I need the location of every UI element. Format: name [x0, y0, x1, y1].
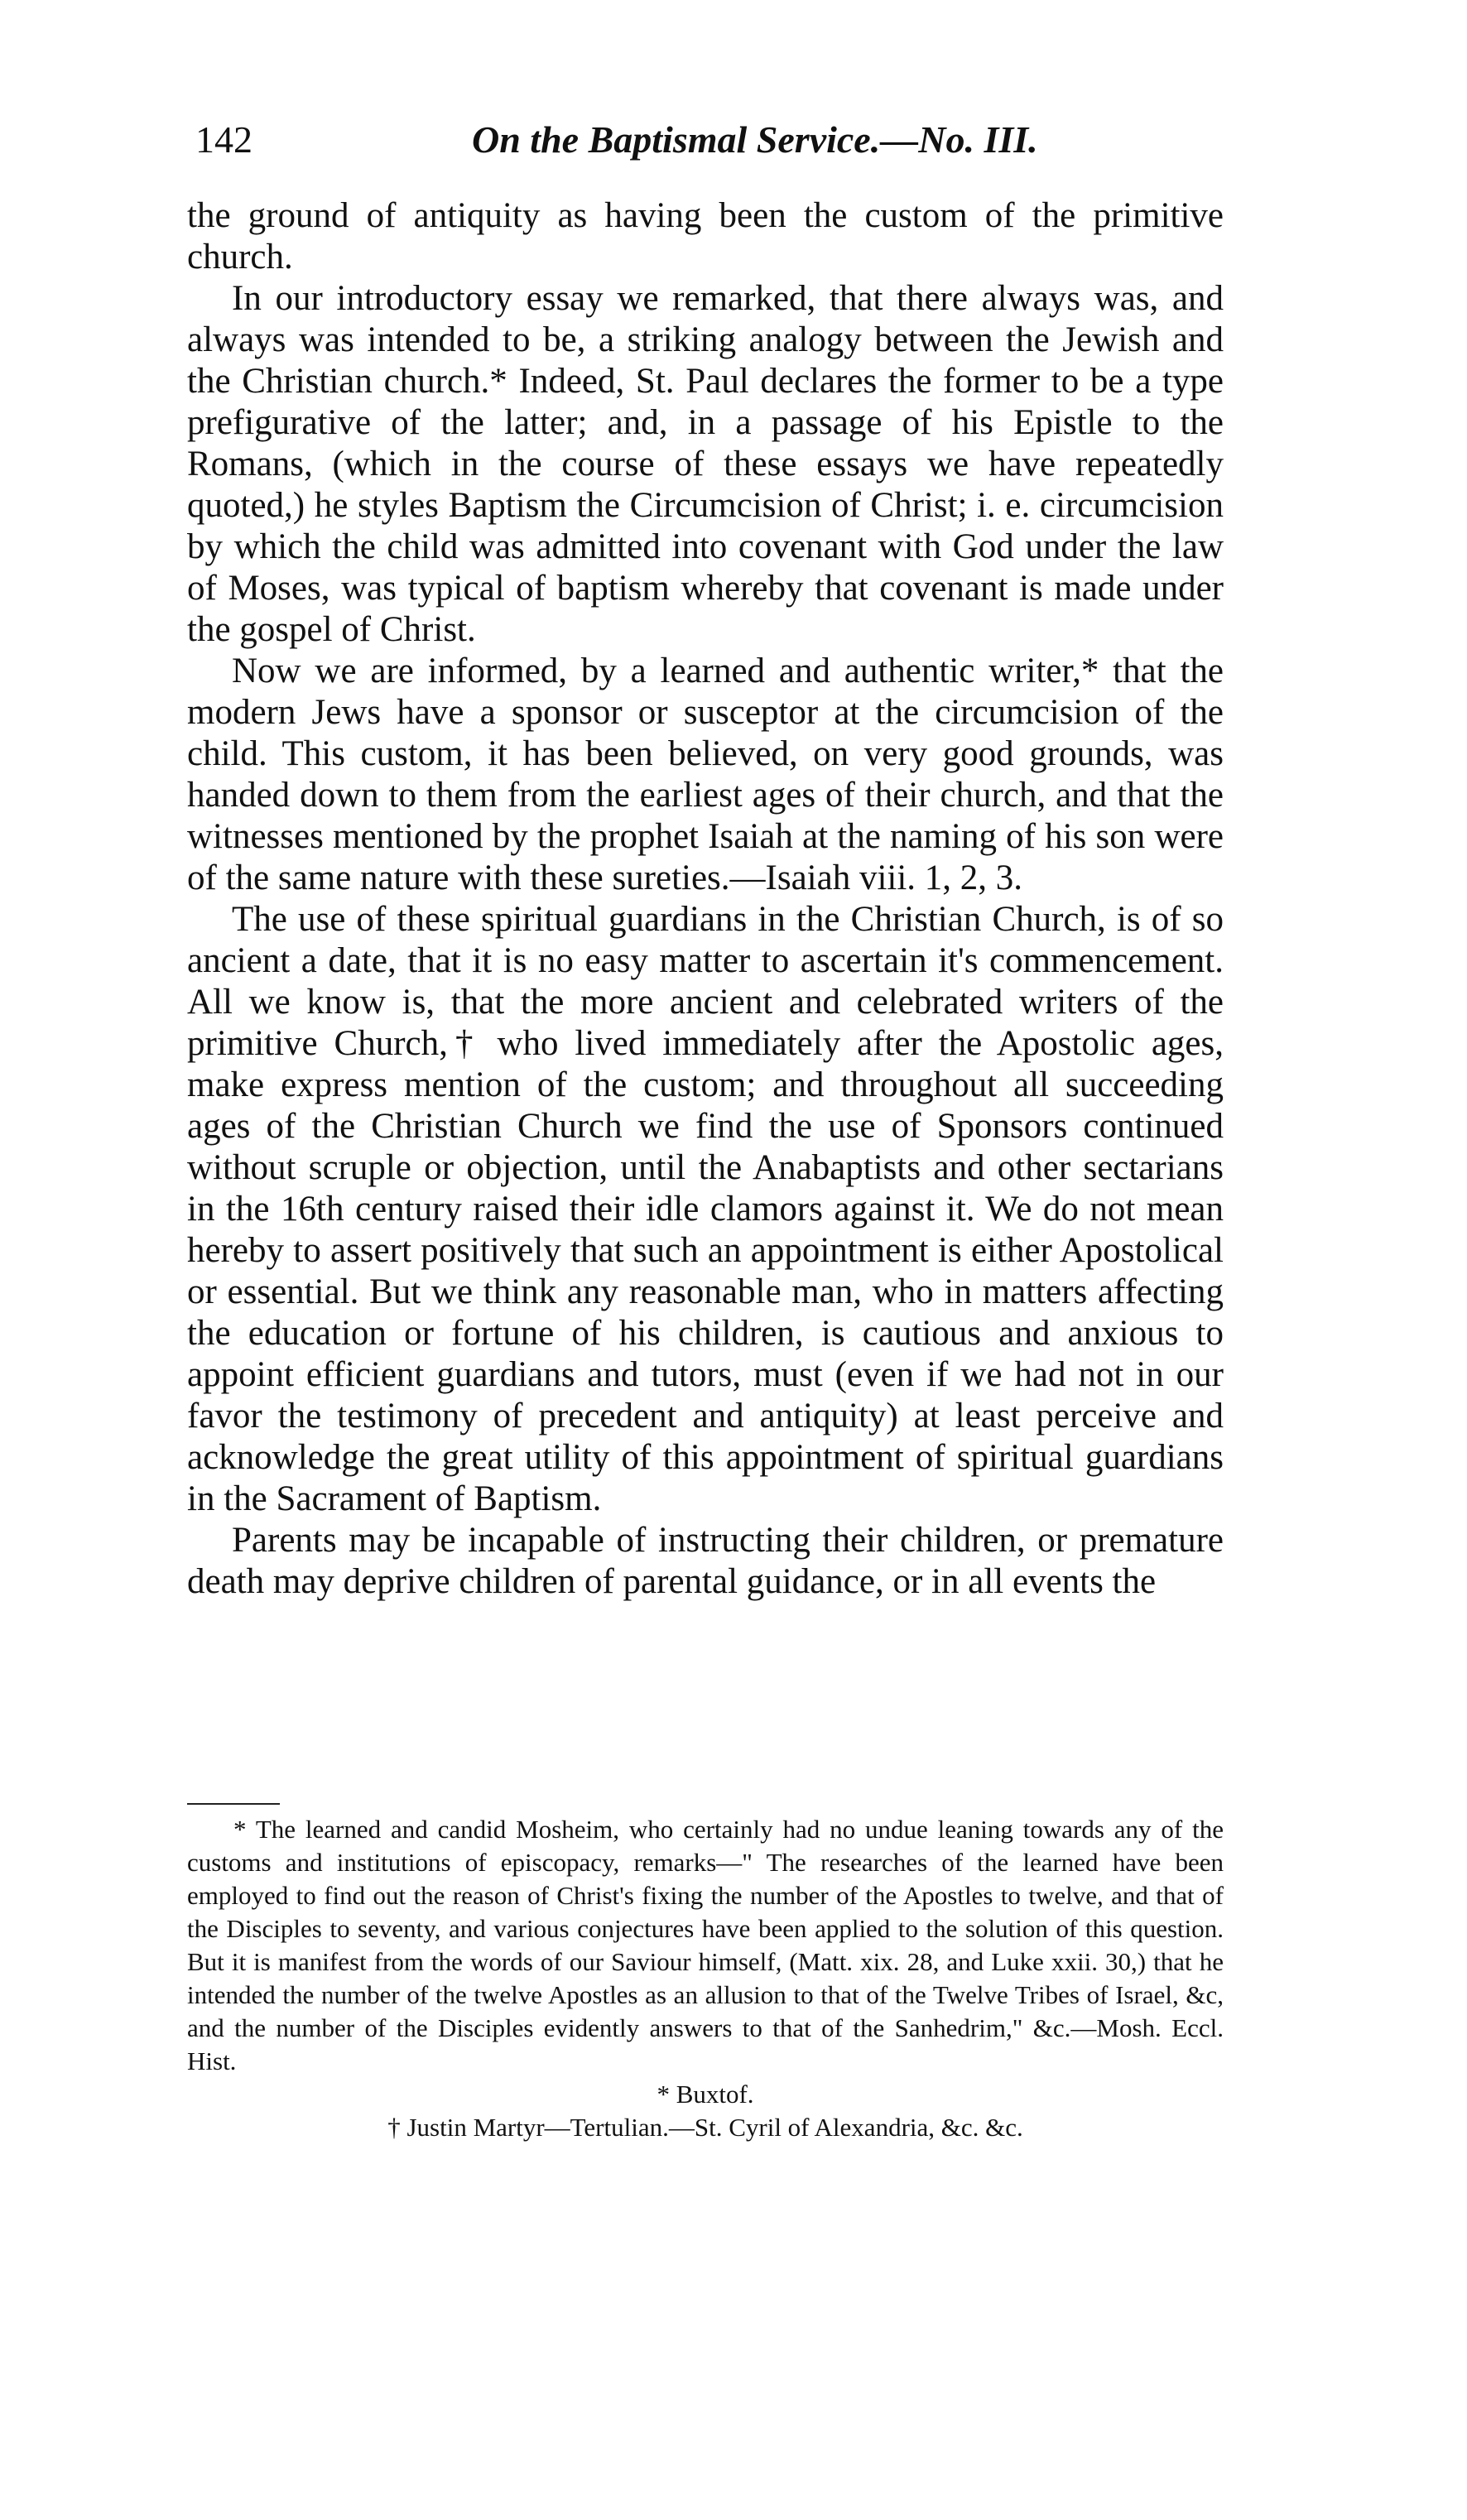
footnote-buxtof: * Buxtof. [657, 2080, 754, 2109]
footnote-divider [187, 1803, 280, 1805]
footnote-fathers: † Justin Martyr—Tertulian.—St. Cyril of Alexandria, &c. &c. [387, 2113, 1023, 2142]
page-header [195, 118, 1197, 167]
paragraph: In our introductory essay we remarked, that there always was, and always was intended to be, a striking analogy between the Jewish and the Christian church.* Indeed, St. Paul declares the former to be a type prefigurative of the latter; and, in a passage of his Epistle to the Romans, (which in the course of these essays we have repeatedly quoted,) he styles Baptism the Circumcision of Christ; i. e. circumcision by which the child was admitted into covenant with God under the law of Moses, was typical of baptism whereby that covenant is made under the gospel of Christ. [187, 279, 1224, 649]
running-head: On the Baptismal Service.—No. III. [472, 118, 1038, 161]
paragraph: Parents may be incapable of instructing their children, or premature death may deprive children of parental guidance, or in all events the [187, 1521, 1224, 1601]
paragraph-continuation: the ground of antiquity as having been the custom of the primitive church. [187, 196, 1224, 277]
footnotes [187, 1813, 1224, 2326]
paragraph: Now we are informed, by a learned and authentic writer,* that the modern Jews have a sponsor or susceptor at the circumcision of the child. This custom, it has been believed, on very good grounds, was handed down to them from the earliest ages of their church, and that the witnesses mentioned by the prophet Isaiah at the naming of his son were of the same nature with these sureties.—Isaiah viii. 1, 2, 3. [187, 652, 1224, 897]
page-number: 142 [195, 118, 253, 161]
footnote-mosheim: * The learned and candid Mosheim, who certainly had no undue leaning towards any of the customs and institutions of episcopacy, remarks—" The researches of the learned have been employed to find out the reason of Christ's fixing the number of the Apostles to twelve, and that of the Disciples to seventy, and various conjectures have been applied to the solution of this question. But it is manifest from the words of our Saviour himself, (Matt. xix. 28, and Luke xxii. 30,) that he intended the number of the twelve Apostles as an allusion to that of the Twelve Tribes of Israel, &c, and the number of the Disciples evidently answers to that of the Sanhedrim," &c.—Mosh. Eccl. Hist. [187, 1815, 1224, 2075]
body-text [187, 195, 1224, 1768]
paragraph: The use of these spiritual guardians in the Christian Church, is of so ancient a date, that it is no easy matter to ascertain it's commencement. All we know is, that the more ancient and celebrated writers of the primitive Church,† who lived immediately after the Apostolic ages, make express mention of the custom; and throughout all succeeding ages of the Christian Church we find the use of Sponsors continued without scruple or objection, until the Anabaptists and other sectarians in the 16th century raised their idle clamors against it. We do not mean hereby to assert positively that such an appointment is either Apostolical or essential. But we think any reasonable man, who in matters affecting the education or fortune of his children, is cautious and anxious to appoint efficient guardians and tutors, must (even if we had not in our favor the testimony of precedent and antiquity) at least perceive and acknowledge the great utility of this appointment of spiritual guardians in the Sacrament of Baptism. [187, 900, 1224, 1518]
